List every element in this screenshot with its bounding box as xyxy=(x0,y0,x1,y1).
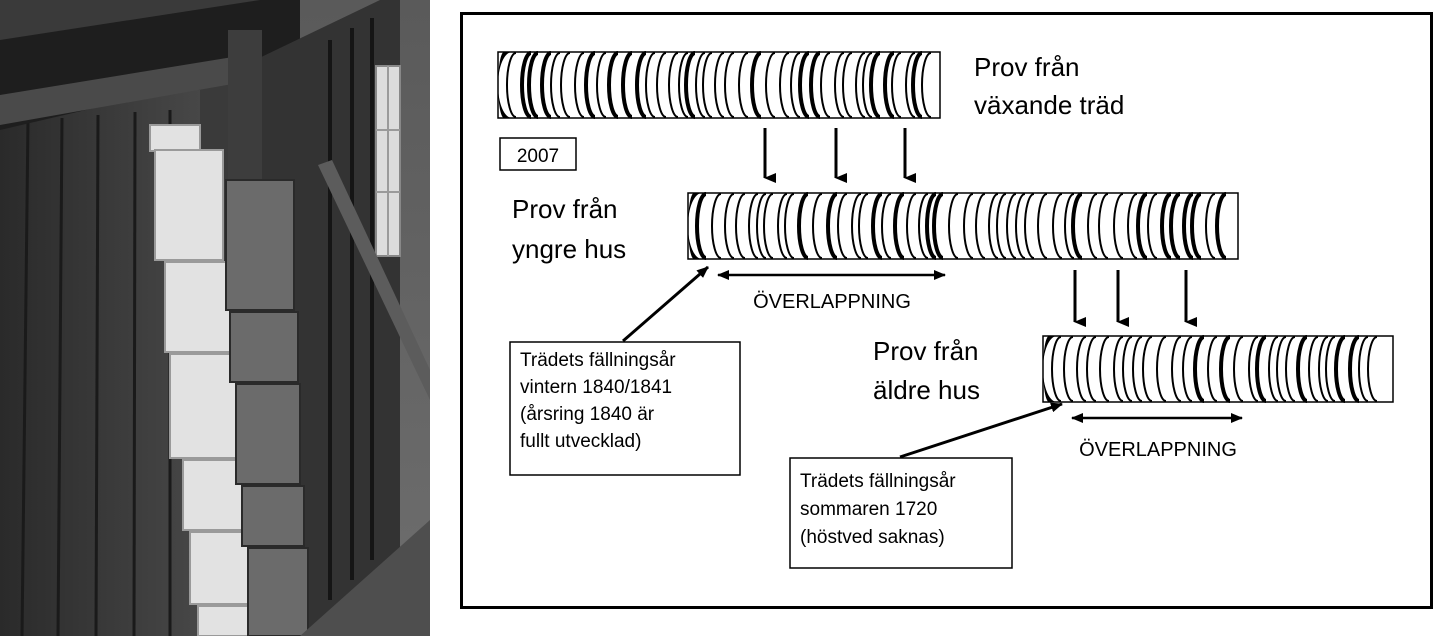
label-growing-tree-line1: Prov från xyxy=(974,52,1080,82)
callout-younger-line: fullt utvecklad) xyxy=(520,431,642,452)
label-younger-house-line1: Prov från xyxy=(512,194,618,224)
callout-older-line: (höstved saknas) xyxy=(800,527,945,548)
log-house-photo xyxy=(0,0,430,636)
label-younger-house-line2: yngre hus xyxy=(512,234,627,264)
tree-ring-dating-diagram xyxy=(460,12,1433,609)
label-older-house-line1: Prov från xyxy=(873,336,979,366)
callout-older-text xyxy=(800,471,956,548)
callout-older-line: Trädets fällningsår xyxy=(800,471,956,492)
year-box-label: 2007 xyxy=(516,146,560,167)
overlap-label-2: ÖVERLAPPNING xyxy=(1079,439,1237,461)
label-older-house-line2: äldre hus xyxy=(873,375,980,405)
callout-younger-line: Trädets fällningsår xyxy=(520,350,676,371)
overlap-label-1: ÖVERLAPPNING xyxy=(753,291,911,313)
callout-younger-line: vintern 1840/1841 xyxy=(520,377,673,398)
callout-younger-line: (årsring 1840 är xyxy=(520,404,655,425)
label-growing-tree-line2: växande träd xyxy=(974,90,1125,120)
corner-post xyxy=(228,30,262,180)
callout-older-line: sommaren 1720 xyxy=(800,499,938,520)
